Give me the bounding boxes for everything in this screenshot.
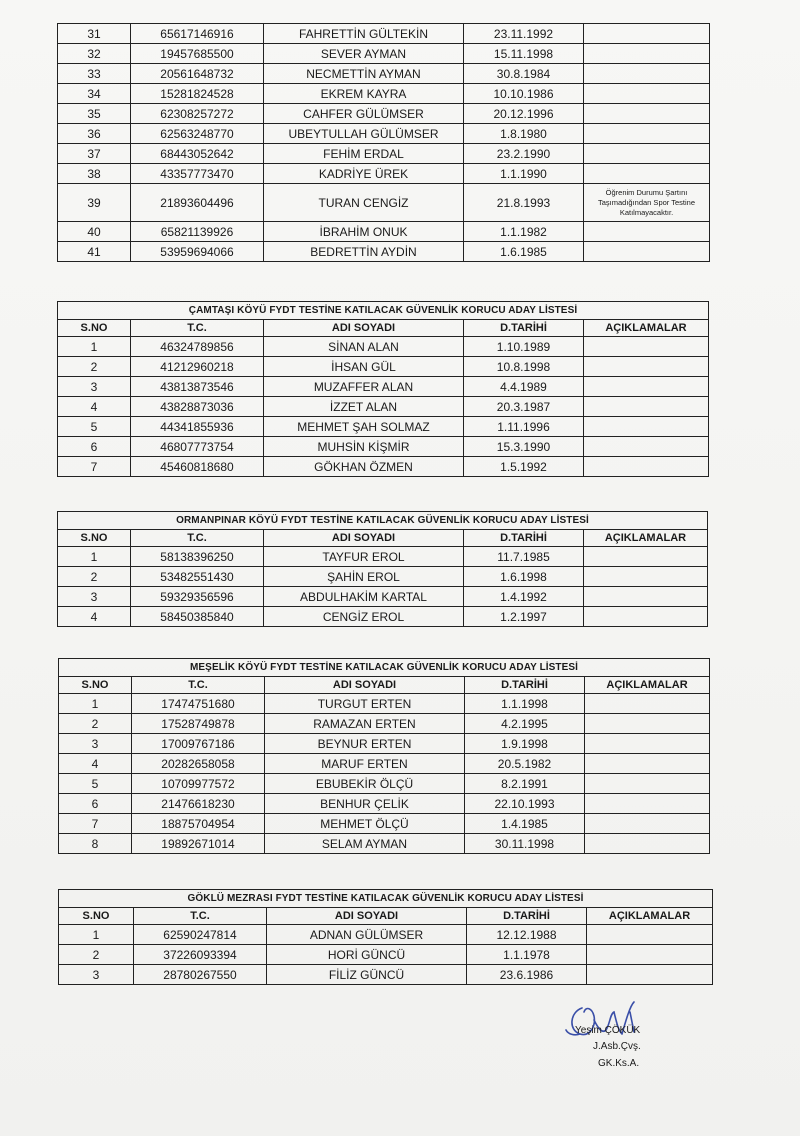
column-header-sno: S.NO: [58, 530, 131, 547]
row-tc: 43828873036: [131, 397, 264, 417]
row-dob: 30.11.1998: [465, 834, 585, 854]
row-dob: 1.6.1985: [464, 242, 584, 262]
row-sno: 1: [59, 694, 132, 714]
continued-candidate-table: [57, 23, 710, 262]
row-sno: 8: [59, 834, 132, 854]
row-sno: 3: [58, 377, 131, 397]
column-header-notes: AÇIKLAMALAR: [584, 530, 708, 547]
row-name: FEHİM ERDAL: [264, 144, 464, 164]
row-note: [584, 242, 710, 262]
row-name: MEHMET ŞAH SOLMAZ: [264, 417, 464, 437]
row-tc: 58450385840: [131, 607, 264, 627]
table-row: [59, 794, 710, 814]
section-title: ÇAMTAŞI KÖYÜ FYDT TESTİNE KATILACAK GÜVENLİK KORUCU ADAY LİSTESİ: [58, 302, 709, 320]
row-sno: 2: [58, 357, 131, 377]
row-note: [584, 417, 709, 437]
row-tc: 28780267550: [134, 965, 267, 985]
column-header-dob: D.TARİHİ: [464, 320, 584, 337]
column-header-name: ADI SOYADI: [265, 677, 465, 694]
row-tc: 43813873546: [131, 377, 264, 397]
row-name: RAMAZAN ERTEN: [265, 714, 465, 734]
row-sno: 7: [59, 814, 132, 834]
row-sno: 1: [59, 925, 134, 945]
row-dob: 15.11.1998: [464, 44, 584, 64]
row-name: ADNAN GÜLÜMSER: [267, 925, 467, 945]
table-row: [59, 694, 710, 714]
row-tc: 41212960218: [131, 357, 264, 377]
row-name: FAHRETTİN GÜLTEKİN: [264, 24, 464, 44]
row-note: [584, 547, 708, 567]
row-note: [584, 164, 710, 184]
row-dob: 23.11.1992: [464, 24, 584, 44]
row-dob: 23.6.1986: [467, 965, 587, 985]
column-header-tc: T.C.: [131, 530, 264, 547]
column-header-dob: D.TARİHİ: [465, 677, 585, 694]
row-sno: 3: [59, 734, 132, 754]
row-name: TURAN CENGİZ: [264, 184, 464, 222]
row-note: [584, 437, 709, 457]
row-sno: 32: [58, 44, 131, 64]
row-tc: 45460818680: [131, 457, 264, 477]
row-note: [585, 734, 710, 754]
section-title: GÖKLÜ MEZRASI FYDT TESTİNE KATILACAK GÜVENLİK KORUCU ADAY LİSTESİ: [59, 890, 713, 908]
row-sno: 5: [58, 417, 131, 437]
row-name: CAHFER GÜLÜMSER: [264, 104, 464, 124]
row-sno: 39: [58, 184, 131, 222]
row-name: İZZET ALAN: [264, 397, 464, 417]
row-note: [587, 925, 713, 945]
row-dob: 1.10.1989: [464, 337, 584, 357]
row-sno: 36: [58, 124, 131, 144]
row-dob: 30.8.1984: [464, 64, 584, 84]
table-row: [59, 734, 710, 754]
row-tc: 62563248770: [131, 124, 264, 144]
row-sno: 33: [58, 64, 131, 84]
table-row: [58, 337, 709, 357]
row-sno: 35: [58, 104, 131, 124]
row-note: [585, 794, 710, 814]
row-sno: 1: [58, 337, 131, 357]
row-tc: 15281824528: [131, 84, 264, 104]
row-dob: 11.7.1985: [464, 547, 584, 567]
row-sno: 37: [58, 144, 131, 164]
column-header-sno: S.NO: [59, 677, 132, 694]
column-header-name: ADI SOYADI: [267, 908, 467, 925]
row-name: GÖKHAN ÖZMEN: [264, 457, 464, 477]
row-sno: 2: [58, 567, 131, 587]
row-note: [584, 337, 709, 357]
row-note: [585, 694, 710, 714]
column-header-name: ADI SOYADI: [264, 320, 464, 337]
row-sno: 5: [59, 774, 132, 794]
row-tc: 21893604496: [131, 184, 264, 222]
row-dob: 1.1.1978: [467, 945, 587, 965]
table-row: [58, 397, 709, 417]
row-note: [584, 457, 709, 477]
row-sno: 2: [59, 714, 132, 734]
table-row: [59, 774, 710, 794]
row-note: [584, 587, 708, 607]
row-note: [584, 607, 708, 627]
row-sno: 7: [58, 457, 131, 477]
row-dob: 1.1.1990: [464, 164, 584, 184]
row-tc: 68443052642: [131, 144, 264, 164]
row-tc: 20282658058: [132, 754, 265, 774]
row-tc: 46324789856: [131, 337, 264, 357]
row-tc: 53959694066: [131, 242, 264, 262]
row-note: [585, 774, 710, 794]
table-row: [59, 925, 713, 945]
row-dob: 20.12.1996: [464, 104, 584, 124]
table-row: [59, 834, 710, 854]
row-note: [584, 144, 710, 164]
row-name: İHSAN GÜL: [264, 357, 464, 377]
row-name: TURGUT ERTEN: [265, 694, 465, 714]
row-tc: 10709977572: [132, 774, 265, 794]
table-row: [58, 64, 710, 84]
row-sno: 6: [59, 794, 132, 814]
row-sno: 38: [58, 164, 131, 184]
row-tc: 17528749878: [132, 714, 265, 734]
row-note: [584, 24, 710, 44]
row-name: KADRİYE ÜREK: [264, 164, 464, 184]
row-sno: 6: [58, 437, 131, 457]
row-dob: 1.4.1985: [465, 814, 585, 834]
column-header-dob: D.TARİHİ: [464, 530, 584, 547]
row-tc: 19457685500: [131, 44, 264, 64]
table-row: [58, 164, 710, 184]
table-row: [59, 714, 710, 734]
row-note: [584, 64, 710, 84]
row-sno: 2: [59, 945, 134, 965]
row-dob: 10.10.1986: [464, 84, 584, 104]
row-name: İBRAHİM ONUK: [264, 222, 464, 242]
row-name: EKREM KAYRA: [264, 84, 464, 104]
table-row: [58, 184, 710, 222]
row-name: SELAM AYMAN: [265, 834, 465, 854]
column-header-sno: S.NO: [59, 908, 134, 925]
row-name: EBUBEKİR ÖLÇÜ: [265, 774, 465, 794]
row-dob: 1.4.1992: [464, 587, 584, 607]
row-name: FİLİZ GÜNCÜ: [267, 965, 467, 985]
row-note: [585, 834, 710, 854]
row-note: [584, 124, 710, 144]
row-note: [585, 754, 710, 774]
table-row: [59, 965, 713, 985]
row-tc: 62308257272: [131, 104, 264, 124]
row-name: ŞAHİN EROL: [264, 567, 464, 587]
section-title: MEŞELİK KÖYÜ FYDT TESTİNE KATILACAK GÜVENLİK KORUCU ADAY LİSTESİ: [59, 659, 710, 677]
row-dob: 23.2.1990: [464, 144, 584, 164]
row-sno: 40: [58, 222, 131, 242]
table-row: [58, 242, 710, 262]
row-name: MARUF ERTEN: [265, 754, 465, 774]
row-tc: 17009767186: [132, 734, 265, 754]
row-tc: 19892671014: [132, 834, 265, 854]
row-dob: 1.1.1998: [465, 694, 585, 714]
row-name: NECMETTİN AYMAN: [264, 64, 464, 84]
row-dob: 1.6.1998: [464, 567, 584, 587]
row-note: [584, 44, 710, 64]
row-note: [587, 965, 713, 985]
row-name: MUHSİN KİŞMİR: [264, 437, 464, 457]
column-header-notes: AÇIKLAMALAR: [585, 677, 710, 694]
table-row: [58, 24, 710, 44]
row-dob: 22.10.1993: [465, 794, 585, 814]
row-dob: 20.5.1982: [465, 754, 585, 774]
row-tc: 62590247814: [134, 925, 267, 945]
signatory-name: Yeşim ÇÖKÜK: [575, 1025, 641, 1036]
row-tc: 58138396250: [131, 547, 264, 567]
row-tc: 43357773470: [131, 164, 264, 184]
row-dob: 1.11.1996: [464, 417, 584, 437]
column-header-tc: T.C.: [134, 908, 267, 925]
signatory-unit: GK.Ks.A.: [598, 1058, 640, 1069]
goklu-candidate-table: [58, 889, 713, 985]
row-note: [585, 714, 710, 734]
row-tc: 21476618230: [132, 794, 265, 814]
row-sno: 3: [58, 587, 131, 607]
column-header-notes: AÇIKLAMALAR: [587, 908, 713, 925]
row-dob: 1.5.1992: [464, 457, 584, 477]
row-tc: 65617146916: [131, 24, 264, 44]
row-name: SEVER AYMAN: [264, 44, 464, 64]
row-sno: 3: [59, 965, 134, 985]
row-sno: 4: [58, 607, 131, 627]
row-dob: 4.2.1995: [465, 714, 585, 734]
row-sno: 4: [59, 754, 132, 774]
section-title: ORMANPINAR KÖYÜ FYDT TESTİNE KATILACAK GÜVENLİK KORUCU ADAY LİSTESİ: [58, 512, 708, 530]
column-header-sno: S.NO: [58, 320, 131, 337]
table-row: [58, 357, 709, 377]
row-name: MEHMET ÖLÇÜ: [265, 814, 465, 834]
row-name: BEDRETTİN AYDİN: [264, 242, 464, 262]
table-row: [58, 587, 708, 607]
row-dob: 1.8.1980: [464, 124, 584, 144]
row-tc: 37226093394: [134, 945, 267, 965]
row-note: [584, 222, 710, 242]
row-name: HORİ GÜNCÜ: [267, 945, 467, 965]
row-dob: 12.12.1988: [467, 925, 587, 945]
row-name: SİNAN ALAN: [264, 337, 464, 357]
ormanpinar-candidate-table: [57, 511, 708, 627]
row-dob: 1.9.1998: [465, 734, 585, 754]
row-sno: 34: [58, 84, 131, 104]
row-note: [584, 567, 708, 587]
row-dob: 4.4.1989: [464, 377, 584, 397]
row-dob: 8.2.1991: [465, 774, 585, 794]
row-note: [584, 84, 710, 104]
row-note: [585, 814, 710, 834]
row-note: [584, 104, 710, 124]
table-row: [58, 547, 708, 567]
row-name: ABDULHAKİM KARTAL: [264, 587, 464, 607]
row-tc: 17474751680: [132, 694, 265, 714]
row-note: [584, 397, 709, 417]
table-row: [58, 417, 709, 437]
meselik-candidate-table: [58, 658, 710, 854]
row-tc: 20561648732: [131, 64, 264, 84]
table-row: [58, 84, 710, 104]
row-sno: 41: [58, 242, 131, 262]
row-note: [584, 357, 709, 377]
table-row: [58, 44, 710, 64]
row-note: [584, 377, 709, 397]
row-name: CENGİZ EROL: [264, 607, 464, 627]
column-header-name: ADI SOYADI: [264, 530, 464, 547]
row-tc: 53482551430: [131, 567, 264, 587]
row-name: BENHUR ÇELİK: [265, 794, 465, 814]
row-note: Öğrenim Durumu Şartını Taşımadığından Spor Testine Katılmayacaktır.: [584, 184, 710, 222]
row-tc: 46807773754: [131, 437, 264, 457]
table-row: [59, 945, 713, 965]
camtasi-candidate-table: [57, 301, 709, 477]
table-row: [58, 437, 709, 457]
row-dob: 15.3.1990: [464, 437, 584, 457]
column-header-tc: T.C.: [131, 320, 264, 337]
table-row: [59, 814, 710, 834]
row-tc: 59329356596: [131, 587, 264, 607]
row-name: BEYNUR ERTEN: [265, 734, 465, 754]
column-header-notes: AÇIKLAMALAR: [584, 320, 709, 337]
row-sno: 31: [58, 24, 131, 44]
table-row: [58, 607, 708, 627]
row-dob: 1.2.1997: [464, 607, 584, 627]
row-sno: 1: [58, 547, 131, 567]
row-dob: 1.1.1982: [464, 222, 584, 242]
table-row: [58, 377, 709, 397]
table-row: [58, 144, 710, 164]
row-dob: 20.3.1987: [464, 397, 584, 417]
table-row: [58, 457, 709, 477]
row-tc: 44341855936: [131, 417, 264, 437]
table-row: [58, 222, 710, 242]
table-row: [58, 567, 708, 587]
column-header-dob: D.TARİHİ: [467, 908, 587, 925]
row-name: MUZAFFER ALAN: [264, 377, 464, 397]
table-row: [58, 104, 710, 124]
signatory-rank: J.Asb.Çvş.: [593, 1041, 641, 1052]
table-row: [59, 754, 710, 774]
row-name: TAYFUR EROL: [264, 547, 464, 567]
column-header-tc: T.C.: [132, 677, 265, 694]
row-note: [587, 945, 713, 965]
row-tc: 65821139926: [131, 222, 264, 242]
row-tc: 18875704954: [132, 814, 265, 834]
row-dob: 10.8.1998: [464, 357, 584, 377]
row-sno: 4: [58, 397, 131, 417]
table-row: [58, 124, 710, 144]
row-name: UBEYTULLAH GÜLÜMSER: [264, 124, 464, 144]
row-dob: 21.8.1993: [464, 184, 584, 222]
